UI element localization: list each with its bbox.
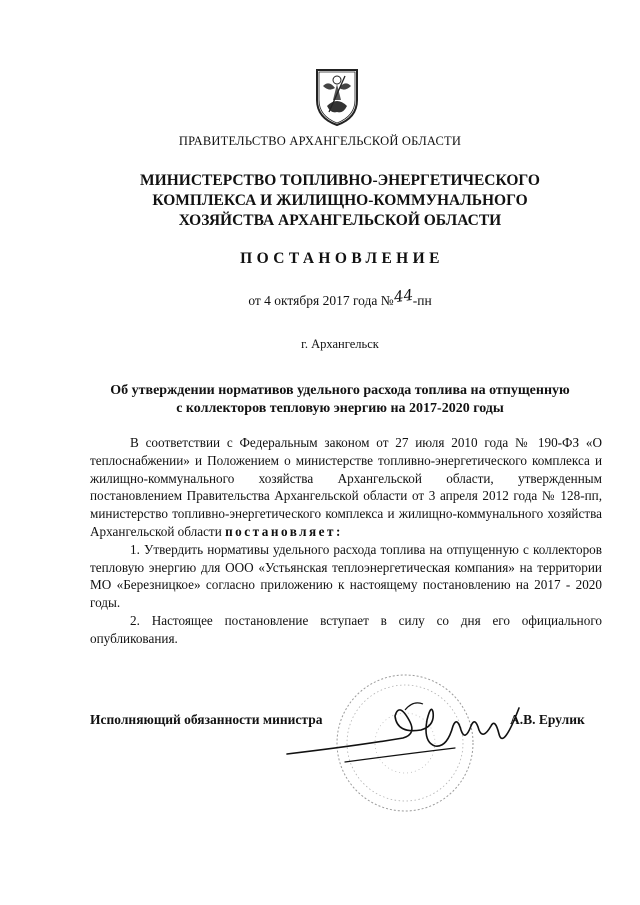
signatory-title: Исполняющий обязанности министра — [90, 712, 323, 727]
subject-line: Об утверждении нормативов удельного расхода топлива на отпущенную — [110, 383, 570, 398]
document-date-number — [0, 285, 640, 309]
document-type: ПОСТАНОВЛЕНИЕ — [240, 250, 444, 267]
number-suffix: -пн — [412, 293, 432, 308]
date-prefix: от 4 октября 2017 года № — [248, 293, 394, 308]
subject-line: с коллекторов тепловую энергию на 2017-2020 годы — [176, 401, 504, 416]
handwritten-signature-icon — [285, 690, 525, 780]
coat-of-arms-icon — [313, 66, 361, 128]
decree-word: постановляет: — [225, 523, 343, 539]
city: г. Архангельск — [301, 337, 379, 351]
item-1: 1. Утвердить нормативы удельного расхода топлива на отпущенную с коллекторов тепловую энергию для ООО «Устьянская теплоэнергетическая компания» на территории МО «Березницкое» согласно приложению к настоящему постановлению на 2017 - 2020 годы. — [90, 541, 602, 611]
government-name: ПРАВИТЕЛЬСТВО АРХАНГЕЛЬСКОЙ ОБЛАСТИ — [178, 134, 462, 148]
ministry-line: КОМПЛЕКСА И ЖИЛИЩНО-КОММУНАЛЬНОГО — [152, 192, 528, 209]
handwritten-number: 44 — [392, 285, 414, 307]
ministry-name — [60, 171, 620, 231]
ministry-line: МИНИСТЕРСТВО ТОПЛИВНО-ЭНЕРГЕТИЧЕСКОГО — [140, 172, 540, 189]
ministry-line: ХОЗЯЙСТВА АРХАНГЕЛЬСКОЙ ОБЛАСТИ — [178, 212, 502, 229]
signatory-name: А.В. Ерулик — [510, 712, 585, 727]
item-2: 2. Настоящее постановление вступает в силу со дня его официального опубликования. — [90, 612, 602, 646]
document-subject — [76, 382, 604, 418]
preamble-paragraph — [90, 434, 602, 541]
preamble-text: В соответствии с Федеральным законом от 27 июля 2010 года № 190-ФЗ «О теплоснабжении» и Положением о министерстве топливно-энергетического комплекса и жилищно-коммунального хозяйства Архангельской области, утвержденным постановлением Правительства Архангельской области от 3 апреля 2012 года № 128-пп, министерство топливно-энергетического комплекса и жилищно-коммунального хозяйства Архангельской области — [90, 435, 602, 539]
document-body — [90, 434, 602, 648]
